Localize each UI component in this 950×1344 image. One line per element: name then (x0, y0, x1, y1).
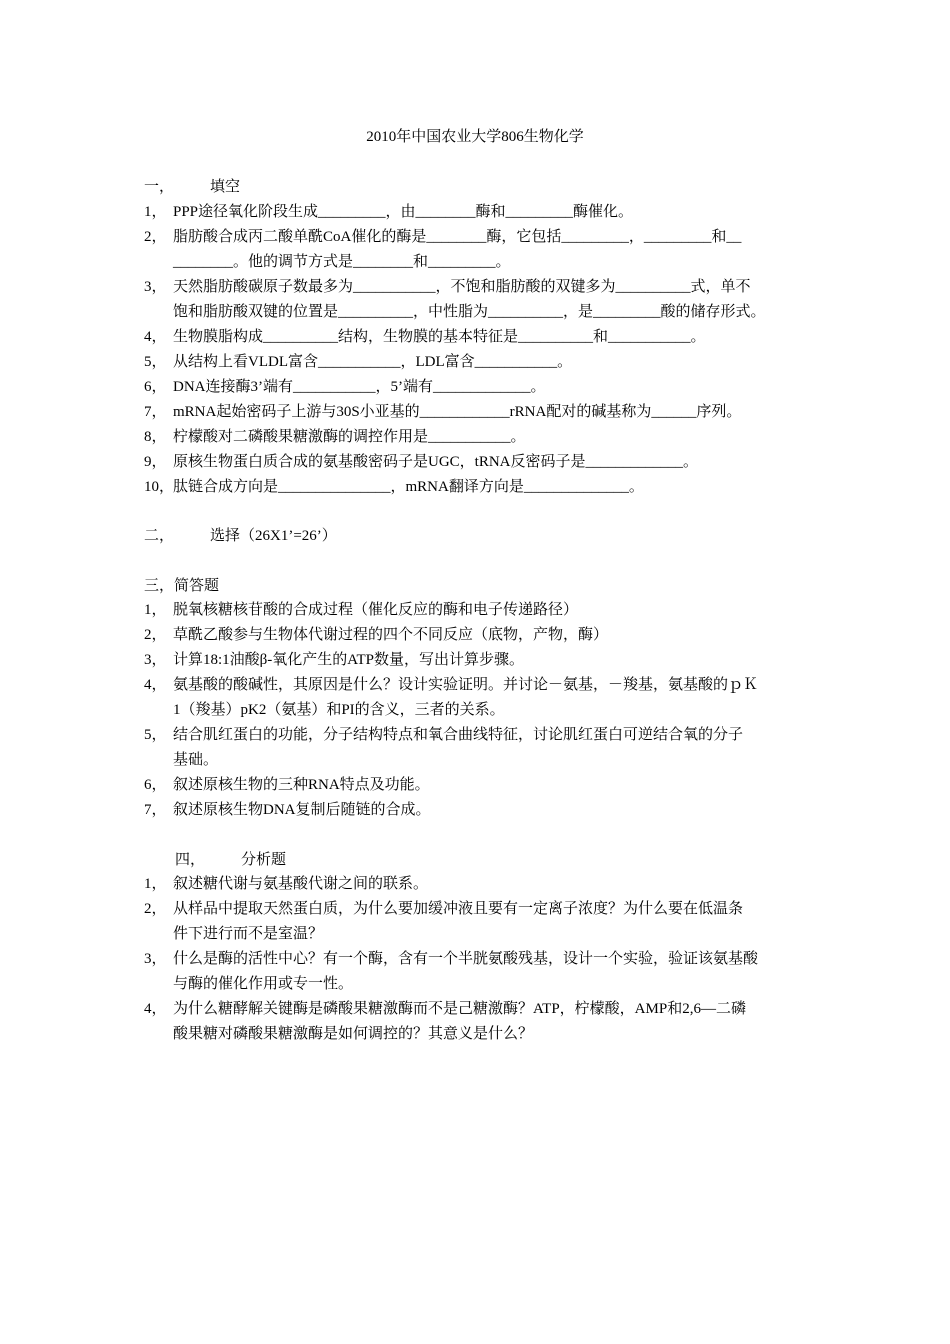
s4-item-4-line-2: 酸果糖对磷酸果糖激酶是如何调控的？其意义是什么？ (173, 1026, 534, 1042)
s3-item-6-num: 6， (144, 777, 167, 793)
s1-item-8-line-1: 柠檬酸对二磷酸果糖激酶的调控作用是___________。 (173, 429, 526, 445)
section2-number: 二， (144, 528, 175, 544)
s4-item-3-line-2: 与酶的催化作用或专一性。 (173, 976, 354, 992)
s4-item-2-line-2: 件下进行而不是室温？ (173, 926, 324, 942)
s1-item-3-line-1: 天然脂肪酸碳原子数最多为___________，不饱和脂肪酸的双键多为__________式，单不 (173, 279, 751, 295)
section3-header: 三，简答题 (144, 578, 220, 594)
s1-item-5-line-1: 从结构上看VLDL富含___________，LDL富含___________。 (173, 354, 573, 370)
s4-item-3-line-1: 什么是酶的活性中心？有一个酶，含有一个半胱氨酸残基，设计一个实验，验证该氨基酸 (173, 951, 759, 967)
s1-item-4-num: 4， (144, 329, 167, 345)
s3-item-7-num: 7， (144, 802, 167, 818)
s1-item-8-num: 8， (144, 429, 167, 445)
s3-item-3-num: 3， (144, 652, 167, 668)
s1-item-9-line-1: 原核生物蛋白质合成的氨基酸密码子是UGC，tRNA反密码子是_____________。 (173, 454, 699, 470)
section4-number: 四， (175, 852, 206, 868)
s3-item-5-line-1: 结合肌红蛋白的功能，分子结构特点和氧合曲线特征，讨论肌红蛋白可逆结合氧的分子 (173, 727, 744, 743)
s3-item-2-num: 2， (144, 627, 167, 643)
s1-item-3-num: 3， (144, 279, 167, 295)
document-title: 2010年中国农业大学806生物化学 (366, 129, 584, 145)
s3-item-4-line-1: 氨基酸的酸碱性，其原因是什么？设计实验证明。并讨论－氨基，－羧基，氨基酸的ｐＫ (173, 677, 759, 693)
s4-item-2-line-1: 从样品中提取天然蛋白质，为什么要加缓冲液且要有一定离子浓度？为什么要在低温条 (173, 901, 744, 917)
s1-item-9-num: 9， (144, 454, 167, 470)
s1-item-7-num: 7， (144, 404, 167, 420)
s1-item-6-line-1: DNA连接酶3’端有___________，5’端有_____________。 (173, 379, 546, 395)
section4-header (175, 850, 286, 870)
s3-item-4-num: 4， (144, 677, 167, 693)
section1-number: 一， (144, 179, 175, 195)
s1-item-4-line-1: 生物膜脂构成__________结构，生物膜的基本特征是__________和___________。 (173, 329, 706, 345)
s3-item-6-line-1: 叙述原核生物的三种RNA特点及功能。 (173, 777, 430, 793)
s1-item-3-line-2: 饱和脂肪酸双键的位置是__________，中性脂为__________，是_________酸的储存形式。 (173, 304, 766, 320)
s1-item-5-num: 5， (144, 354, 167, 370)
s3-item-1-line-1: 脱氧核糖核苷酸的合成过程（催化反应的酶和电子传递路径） (173, 602, 579, 618)
s3-item-4-line-2: 1（羧基）pK2（氨基）和PI的含义，三者的关系。 (173, 702, 505, 718)
section1-heading: 填空 (210, 179, 241, 195)
s4-item-4-num: 4， (144, 1001, 167, 1017)
s1-item-1-line-1: PPP途径氧化阶段生成_________，由________酶和_________酶催化。 (173, 204, 634, 220)
s4-item-1-num: 1， (144, 876, 167, 892)
s3-item-7-line-1: 叙述原核生物DNA复制后随链的合成。 (173, 802, 431, 818)
s4-item-3-num: 3， (144, 951, 167, 967)
s1-item-6-num: 6， (144, 379, 167, 395)
s1-item-10-num: 10， (144, 479, 175, 495)
section1-header (144, 177, 240, 197)
s1-item-1-num: 1， (144, 204, 167, 220)
s3-item-1-num: 1， (144, 602, 167, 618)
s3-item-2-line-1: 草酰乙酸参与生物体代谢过程的四个不同反应（底物，产物，酶） (173, 627, 609, 643)
s3-item-3-line-1: 计算18:1油酸β-氧化产生的ATP数量，写出计算步骤。 (173, 652, 524, 668)
s3-item-5-num: 5， (144, 727, 167, 743)
s1-item-2-num: 2， (144, 229, 167, 245)
s3-item-5-line-2: 基础。 (173, 752, 219, 768)
s4-item-1-line-1: 叙述糖代谢与氨基酸代谢之间的联系。 (173, 876, 429, 892)
s4-item-2-num: 2， (144, 901, 167, 917)
s1-item-10-line-1: 肽链合成方向是_______________，mRNA翻译方向是______________。 (173, 479, 644, 495)
section2-heading: 选择（26X1’=26’） (210, 528, 337, 544)
s1-item-2-line-2: ________。他的调节方式是________和_________。 (173, 254, 511, 270)
s4-item-4-line-1: 为什么糖酵解关键酶是磷酸果糖激酶而不是己糖激酶？ATP，柠檬酸，AMP和2,6—二磷 (173, 1001, 746, 1017)
section4-heading: 分析题 (241, 852, 287, 868)
s1-item-7-line-1: mRNA起始密码子上游与30S小亚基的____________rRNA配对的碱基称为______序列。 (173, 404, 742, 420)
section2-header (144, 526, 337, 546)
s1-item-2-line-1: 脂肪酸合成丙二酸单酰CoA催化的酶是________酶，它包括_________，_________和__ (173, 229, 742, 245)
